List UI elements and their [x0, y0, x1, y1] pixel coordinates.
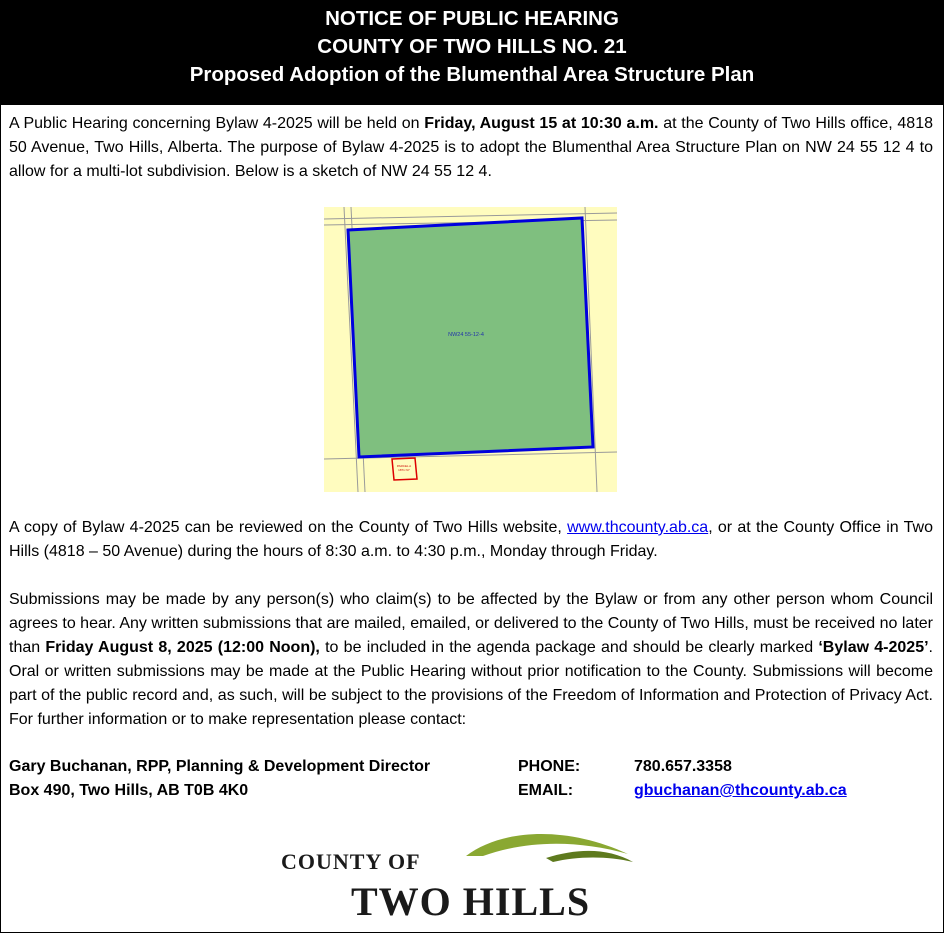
review-text-1: A copy of Bylaw 4-2025 can be reviewed on the County of Two Hills website, [9, 519, 568, 536]
bylaw-marking: ‘Bylaw 4-2025’ [818, 639, 929, 656]
phone-label: PHONE: [518, 758, 581, 775]
hill-swoosh-small-icon [546, 851, 633, 862]
notice-subtitle: Proposed Adoption of the Blumenthal Area Structure Plan [189, 63, 755, 86]
phone-number: 780.657.3358 [634, 758, 732, 775]
notice-header [0, 0, 944, 105]
logo-county-of: COUNTY OF [281, 849, 421, 874]
contact-name: Gary Buchanan, RPP, Planning & Development Director [9, 758, 431, 775]
contact-person [9, 755, 430, 803]
submissions-paragraph [9, 588, 933, 732]
intro-text-2: at the County of Two Hills office, 4818 50 Avenue, Two Hills, Alberta. The purpose of Bylaw 4-2025 is to adopt the Blumenthal Area Structure Plan on NW 24 55 12 4 to allow for a multi-lot subdivision. Below is a sketch of NW 24 55 12 4. [9, 115, 934, 180]
land-sketch-map [324, 207, 617, 492]
contact-values [634, 755, 847, 803]
email-link[interactable]: gbuchanan@thcounty.ab.ca [634, 782, 847, 799]
county-logo [278, 828, 678, 923]
small-lot-label-2: 1871 NY [398, 468, 410, 472]
small-lot-label-1: PARCEL A [396, 464, 412, 468]
county-name: COUNTY OF TWO HILLS NO. 21 [317, 35, 627, 58]
review-paragraph [9, 516, 933, 564]
submissions-text-3: . Oral or written submissions may be made at the Public Hearing without prior notification to the County. Submissions will become part of the public record and, as such, will be subject to the provisions of the Freedom of Information and Protection of Privacy Act. For further information or to make representation please contact: [9, 639, 933, 728]
intro-paragraph [9, 112, 933, 184]
parcel-label: NW24 55-12-4 [448, 332, 484, 338]
logo-two-hills: TWO HILLS [351, 879, 591, 923]
contact-labels [518, 755, 580, 803]
intro-text-1: A Public Hearing concerning Bylaw 4-2025 will be held on [9, 115, 425, 132]
notice-title: NOTICE OF PUBLIC HEARING [325, 7, 619, 30]
county-website-link[interactable]: www.thcounty.ab.ca [567, 519, 709, 536]
hearing-date: Friday, August 15 at 10:30 a.m. [424, 115, 659, 132]
submission-deadline: Friday August 8, 2025 (12:00 Noon), [45, 639, 320, 656]
email-label: EMAIL: [518, 782, 574, 799]
review-text-2: , or at the County Office in Two Hills (4818 – 50 Avenue) during the hours of 8:30 a.m. to 4:30 p.m., Monday through Friday. [9, 519, 934, 560]
submissions-text-1: Submissions may be made by any person(s) who claim(s) to be affected by the Bylaw or from any other person whom Council agrees to hear. Any written submissions that are mailed, emailed, or delivered to the County of Two Hills, must be received no later than [9, 591, 933, 656]
contact-address: Box 490, Two Hills, AB T0B 4K0 [9, 782, 249, 799]
submissions-text-2: to be included in the agenda package and should be clearly marked [319, 639, 819, 656]
